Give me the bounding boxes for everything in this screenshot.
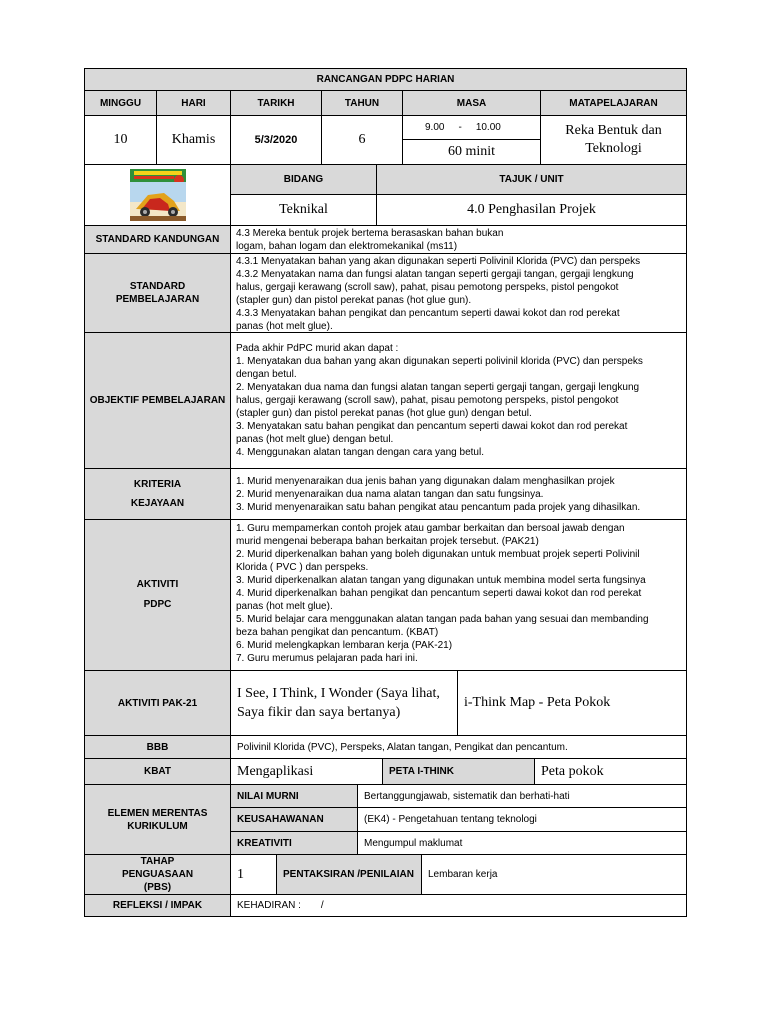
page-title: RANCANGAN PDPC HARIAN (84, 68, 687, 91)
value-masa-duration: 60 minit (402, 139, 541, 165)
text-line: Klorida ( PVC ) dan perspeks. (236, 562, 369, 573)
kbat-value: Mengaplikasi (230, 758, 383, 785)
tajuk-label: TAJUK / UNIT (376, 164, 687, 195)
masa-start: 9.00 (425, 122, 445, 133)
text-line: halus, gergaji kerawang (scroll saw), pahat, pisau pemotong perspeks, pistol pengokot (236, 282, 619, 293)
aktiviti-text (230, 519, 687, 671)
header-hari: HARI (156, 90, 231, 116)
refleksi-label: REFLEKSI / IMPAK (84, 894, 231, 917)
pak21-label: AKTIVITI PAK-21 (84, 670, 231, 736)
text-line: 2. Murid diperkenalkan bahan yang boleh digunakan untuk membuat projek seperti Polivinil (236, 549, 640, 560)
peta-ithink-label: PETA I-THINK (382, 758, 535, 785)
bbb-label: BBB (84, 735, 231, 759)
header-minggu: MINGGU (84, 90, 157, 116)
text-line: dengan betul. (236, 369, 297, 380)
text-line: 4.3.3 Menyatakan bahan pengikat dan pencantum seperti dawai kokot dan rod perekat (236, 308, 620, 319)
text-line: 4.3.1 Menyatakan bahan yang akan digunakan seperti Polivinil Klorida (PVC) dan perspeks (236, 256, 641, 267)
masa-end: 10.00 (475, 122, 501, 133)
text-line: 4.3.2 Menyatakan nama dan fungsi alatan tangan seperti gergaji tangan, gergaji lengkung (236, 269, 634, 280)
text-line: 1. Menyatakan dua bahan yang akan digunakan seperti polivinil klorida (PVC) dan perspeks (236, 356, 643, 367)
pak21-value-1: I See, I Think, I Wonder (Saya lihat, Saya fikir dan saya bertanya) (230, 670, 458, 736)
text-line: 7. Guru merumus pelajaran pada hari ini. (236, 653, 418, 664)
text-line: panas (hot melt glue) dengan betul. (236, 434, 394, 445)
pak21-value-2: i-Think Map - Peta Pokok (457, 670, 687, 736)
value-tarikh: 5/3/2020 (230, 115, 322, 165)
text-line: 2. Menyatakan dua nama dan fungsi alatan tangan seperti gergaji tangan, gergaji lengkung (236, 382, 640, 393)
text-line: 2. Murid menyenaraikan dua nama alatan tangan dan satu fungsinya. (236, 489, 544, 500)
refleksi-value (230, 894, 687, 917)
header-tahun: TAHUN (321, 90, 403, 116)
objektif-text (230, 332, 687, 469)
text-line: 1. Guru mempamerkan contoh projek atau gambar berkaitan dan bersoal jawab dengan (236, 523, 625, 534)
header-masa: MASA (402, 90, 541, 116)
kehadiran-label: KEHADIRAN : (237, 900, 301, 911)
standard-pembelajaran-label: STANDARD PEMBELAJARAN (84, 253, 231, 333)
kbat-label: KBAT (84, 758, 231, 785)
text-line: 5. Murid belajar cara menggunakan alatan tangan pada bahan yang sesuai dan membanding (236, 614, 649, 625)
keusahawanan-label: KEUSAHAWANAN (230, 807, 358, 832)
elemen-label: ELEMEN MERENTAS KURIKULUM (84, 784, 231, 855)
kreativiti-value: Mengumpul maklumat (357, 831, 687, 855)
text-line: 3. Murid diperkenalkan alatan tangan yang digunakan untuk membina model serta fungsinya (236, 575, 646, 586)
text-line: panas (hot melt glue). (236, 601, 333, 612)
text-line: 4.3 Mereka bentuk projek bertema berasaskan bahan bukan (236, 228, 504, 239)
aktiviti-label-line1: AKTIVITI (136, 579, 179, 590)
standard-pembelajaran-text (230, 253, 687, 333)
keusahawanan-value: (EK4) - Pengetahuan tentang teknologi (357, 807, 687, 832)
aktiviti-label-line2: PDPC (143, 599, 172, 610)
text-line: murid mengenai beberapa bahan berkaitan projek tersebut. (PAK21) (236, 536, 539, 547)
text-line: logam, bahan logam dan elektromekanikal (ms11) (236, 241, 458, 252)
bidang-label: BIDANG (230, 164, 377, 195)
kreativiti-label: KREATIVITI (230, 831, 358, 855)
book-cover-cell (84, 164, 231, 226)
kriteria-label-line2: KEJAYAAN (130, 498, 185, 509)
aktiviti-label (84, 519, 231, 671)
tahap-label: TAHAP PENGUASAAN (PBS) (84, 854, 231, 895)
tahap-value: 1 (230, 854, 277, 895)
text-line: panas (hot melt glue). (236, 321, 333, 332)
value-hari: Khamis (156, 115, 231, 165)
text-line: 4. Murid diperkenalkan bahan pengikat dan pencantum seperti dawai kokot dan rod perekat (236, 588, 642, 599)
text-line: beza bahan pengikat dan pencantum. (KBAT) (236, 627, 439, 638)
text-line: 6. Murid melengkapkan lembaran kerja (PAK-21) (236, 640, 453, 651)
standard-kandungan-label: STANDARD KANDUNGAN (84, 225, 231, 254)
bbb-value: Polivinil Klorida (PVC), Perspeks, Alatan tangan, Pengikat dan pencantum. (230, 735, 687, 759)
text-line: 3. Murid menyenaraikan satu bahan pengikat atau pencantum pada projek yang dihasilkan. (236, 502, 641, 513)
text-line: Pada akhir PdPC murid akan dapat : (236, 343, 399, 354)
text-line: halus, gergaji kerawang (scroll saw), pahat, pisau pemotong perspeks, pistol pengokot (236, 395, 619, 406)
nilai-murni-label: NILAI MURNI (230, 784, 358, 808)
pentaksiran-label: PENTAKSIRAN /PENILAIAN (276, 854, 422, 895)
value-minggu: 10 (84, 115, 157, 165)
book-cover-image (130, 169, 186, 221)
header-matapelajaran: MATAPELAJARAN (540, 90, 687, 116)
kriteria-label (84, 468, 231, 520)
header-tarikh: TARIKH (230, 90, 322, 116)
nilai-murni-value: Bertanggungjawab, sistematik dan berhati-hati (357, 784, 687, 808)
masa-separator: - (458, 122, 462, 133)
value-tahun: 6 (321, 115, 403, 165)
tajuk-value: 4.0 Penghasilan Projek (376, 194, 687, 226)
text-line: (stapler gun) dan pistol perekat panas (hot glue gun) dengan betul. (236, 408, 532, 419)
text-line: 1. Murid menyenaraikan dua jenis bahan yang digunakan dalam menghasilkan projek (236, 476, 615, 487)
bidang-value: Teknikal (230, 194, 377, 226)
standard-kandungan-text (230, 225, 687, 254)
value-matapelajaran: Reka Bentuk dan Teknologi (540, 115, 687, 165)
kriteria-label-line1: KRITERIA (133, 479, 182, 490)
kriteria-text (230, 468, 687, 520)
pentaksiran-value: Lembaran kerja (421, 854, 687, 895)
text-line: 3. Menyatakan satu bahan pengikat dan pencantum seperti dawai kokot dan rod perekat (236, 421, 628, 432)
kehadiran-separator: / (320, 900, 324, 911)
objektif-label: OBJEKTIF PEMBELAJARAN (84, 332, 231, 469)
peta-ithink-value: Peta pokok (534, 758, 687, 785)
text-line: (stapler gun) dan pistol perekat panas (hot glue gun). (236, 295, 472, 306)
text-line: 4. Menggunakan alatan tangan dengan cara yang betul. (236, 447, 484, 458)
value-masa-time (402, 115, 541, 140)
